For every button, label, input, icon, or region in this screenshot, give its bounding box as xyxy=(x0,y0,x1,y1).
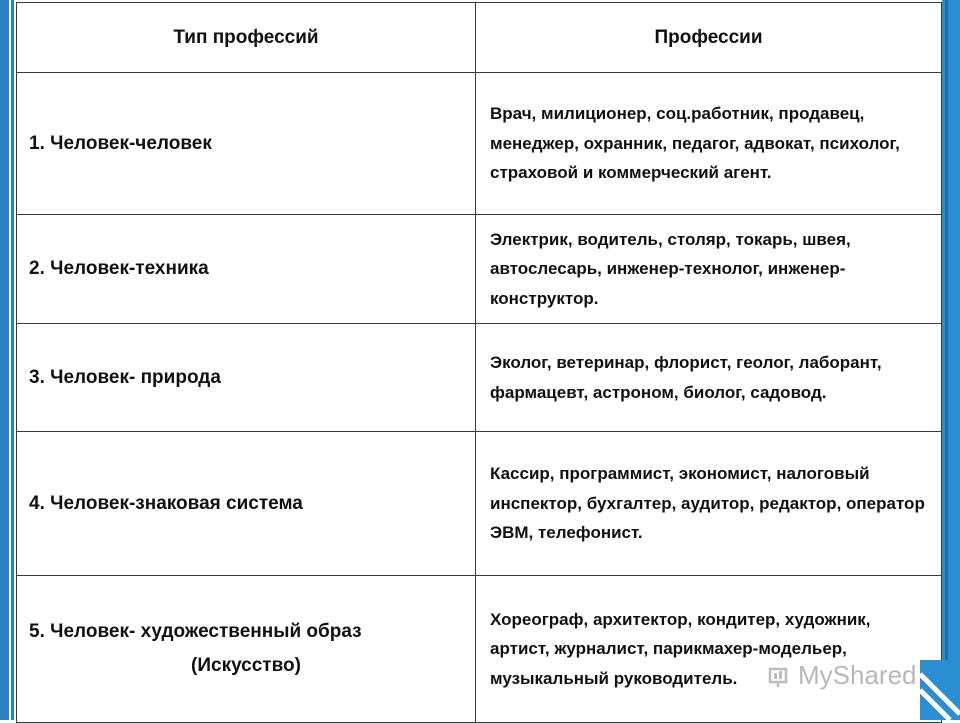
table-row xyxy=(17,324,942,432)
profession-type-cell xyxy=(17,324,476,432)
table-header-row xyxy=(17,3,942,73)
profession-type-label: 2. Человек-техника xyxy=(29,258,209,279)
profession-type-cell xyxy=(17,215,476,324)
table-row xyxy=(17,576,942,723)
professions-cell: Эколог, ветеринар, флорист, геолог, лаборант, фармацевт, астроном, биолог, садовод. xyxy=(476,324,942,432)
professions-cell: Хореограф, архитектор, кондитер, художник, артист, журналист, парикмахер-модельер, музыкальный руководитель. xyxy=(476,576,942,723)
corner-decoration xyxy=(920,660,960,720)
slide-left-border xyxy=(0,0,14,720)
watermark-text: MyShared xyxy=(798,660,917,690)
professions-cell: Кассир, программист, экономист, налоговый инспектор, бухгалтер, аудитор, редактор, оператор ЭВМ, телефонист. xyxy=(476,432,942,576)
profession-type-label: 3. Человек- природа xyxy=(29,366,221,388)
table-row xyxy=(17,215,942,324)
professions-cell: Электрик, водитель, столяр, токарь, швея, автослесарь, инженер-технолог, инженер-конструктор. xyxy=(476,215,942,324)
slide-right-border-line xyxy=(945,0,948,720)
profession-type-label: 1. Человек-человек xyxy=(29,132,212,154)
profession-type-label: 5. Человек- художественный образ xyxy=(29,621,362,642)
watermark-logo-icon xyxy=(768,664,794,688)
professions-table xyxy=(16,2,942,723)
profession-type-cell xyxy=(17,432,476,576)
professions-cell: Врач, милиционер, соц.работник, продавец, менеджер, охранник, педагог, адвокат, психолог, страховой и коммерческий агент. xyxy=(476,73,942,215)
profession-type-cell xyxy=(17,576,476,723)
profession-type-sublabel: (Искусство) xyxy=(191,655,301,676)
table-row xyxy=(17,73,942,215)
profession-type-label: 4. Человек-знаковая система xyxy=(29,492,303,514)
profession-type-cell xyxy=(17,73,476,215)
table-row xyxy=(17,432,942,576)
header-professions: Профессии xyxy=(476,3,942,73)
header-profession-type: Тип профессий xyxy=(17,3,476,73)
